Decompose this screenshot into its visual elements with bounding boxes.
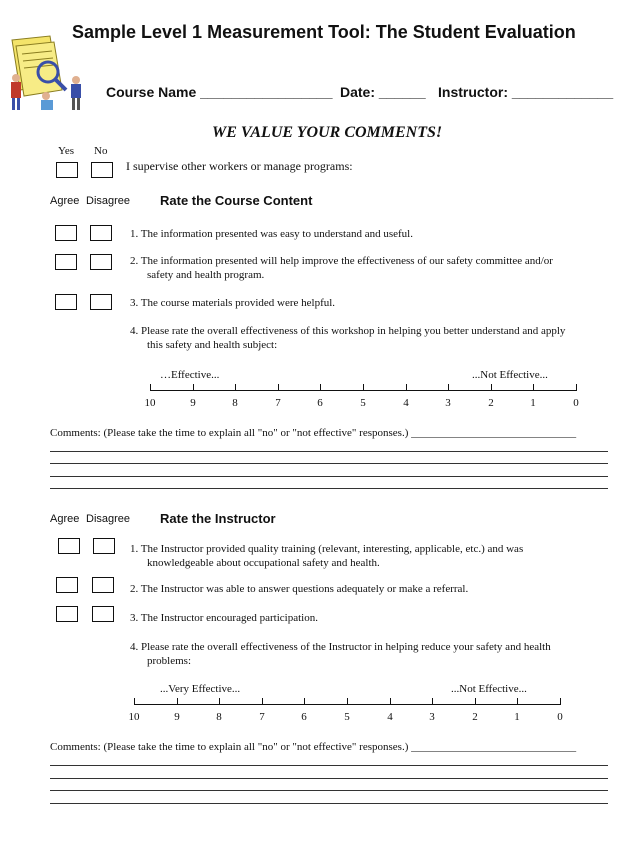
content-scale-tick[interactable] bbox=[491, 384, 492, 391]
instructor-scale-number: 6 bbox=[301, 711, 307, 723]
content-section-heading: Rate the Course Content bbox=[160, 193, 313, 208]
instructor-section-heading: Rate the Instructor bbox=[160, 511, 276, 526]
instructor-q1-agree-checkbox[interactable] bbox=[58, 538, 80, 554]
content-scale-left-label: …Effective... bbox=[160, 369, 220, 381]
content-scale-number: 0 bbox=[573, 397, 579, 409]
instructor-scale-tick[interactable] bbox=[432, 698, 433, 705]
slogan: WE VALUE YOUR COMMENTS! bbox=[212, 124, 443, 141]
content-q1-text: 1. The information presented was easy to understand and useful. bbox=[130, 228, 413, 240]
content-scale-tick[interactable] bbox=[150, 384, 151, 391]
instructor-scale-number: 1 bbox=[514, 711, 520, 723]
instructor-q3-agree-checkbox[interactable] bbox=[56, 606, 78, 622]
instructor-scale-number: 9 bbox=[174, 711, 180, 723]
content-scale-number: 9 bbox=[190, 397, 196, 409]
content-scale-number: 7 bbox=[275, 397, 281, 409]
content-scale-tick[interactable] bbox=[406, 384, 407, 391]
instructor-q2-text: 2. The Instructor was able to answer questions adequately or make a referral. bbox=[130, 583, 469, 595]
instructor-scale-number: 7 bbox=[259, 711, 265, 723]
instructor-q4-text: 4. Please rate the overall effectiveness of the Instructor in helping reduce your safety and health bbox=[130, 641, 551, 653]
course-name-field[interactable]: Course Name _________________ bbox=[106, 84, 333, 100]
content-scale-right-label: ...Not Effective... bbox=[472, 369, 548, 381]
instructor-scale-tick[interactable] bbox=[517, 698, 518, 705]
content-scale-tick[interactable] bbox=[533, 384, 534, 391]
instructor-scale-right-label: ...Not Effective... bbox=[451, 683, 527, 695]
instructor-scale-number: 5 bbox=[344, 711, 350, 723]
content-q4-text: 4. Please rate the overall effectiveness of this workshop in helping you better understand and apply bbox=[130, 325, 566, 337]
content-comment-line[interactable] bbox=[50, 451, 608, 452]
instructor-scale-number: 2 bbox=[472, 711, 478, 723]
instructor-q2-disagree-checkbox[interactable] bbox=[92, 577, 114, 593]
instructor-q1-text: 1. The Instructor provided quality training (relevant, interesting, applicable, etc.) and was bbox=[130, 543, 524, 555]
instructor-scale-tick[interactable] bbox=[560, 698, 561, 705]
content-q2-disagree-checkbox[interactable] bbox=[90, 254, 112, 270]
content-scale-number: 3 bbox=[445, 397, 451, 409]
instructor-q2-agree-checkbox[interactable] bbox=[56, 577, 78, 593]
instructor-scale-tick[interactable] bbox=[390, 698, 391, 705]
instructor-scale-tick[interactable] bbox=[177, 698, 178, 705]
instructor-scale-tick[interactable] bbox=[134, 698, 135, 705]
people-reading-clipart-icon bbox=[6, 34, 92, 116]
content-comment-line[interactable] bbox=[50, 476, 608, 477]
instructor-comment-line[interactable] bbox=[50, 778, 608, 779]
instructor-disagree-label: Disagree bbox=[86, 513, 131, 525]
content-q1-disagree-checkbox[interactable] bbox=[90, 225, 112, 241]
instructor-q1-disagree-checkbox[interactable] bbox=[93, 538, 115, 554]
content-disagree-label: Disagree bbox=[86, 195, 131, 207]
no-label: No bbox=[94, 145, 108, 157]
instructor-comment-line[interactable] bbox=[50, 790, 608, 791]
instructor-scale-tick[interactable] bbox=[262, 698, 263, 705]
content-q1-agree-checkbox[interactable] bbox=[55, 225, 77, 241]
content-comments-label: Comments: (Please take the time to explain all "no" or "not effective" responses.) ______________________________ bbox=[50, 427, 577, 439]
instructor-q3-text: 3. The Instructor encouraged participation. bbox=[130, 612, 318, 624]
instructor-comment-line[interactable] bbox=[50, 765, 608, 766]
supervise-yes-checkbox[interactable] bbox=[56, 162, 78, 178]
supervise-no-checkbox[interactable] bbox=[91, 162, 113, 178]
supervise-question: I supervise other workers or manage programs: bbox=[126, 159, 353, 173]
instructor-scale-number: 8 bbox=[216, 711, 222, 723]
content-scale-tick[interactable] bbox=[278, 384, 279, 391]
instructor-scale-number: 0 bbox=[557, 711, 563, 723]
content-q3-agree-checkbox[interactable] bbox=[55, 294, 77, 310]
form-title: Sample Level 1 Measurement Tool: The Student Evaluation bbox=[72, 22, 576, 42]
content-scale-tick[interactable] bbox=[320, 384, 321, 391]
content-scale-number: 1 bbox=[530, 397, 536, 409]
instructor-scale-tick[interactable] bbox=[219, 698, 220, 705]
instructor-comment-line[interactable] bbox=[50, 803, 608, 804]
content-scale-tick[interactable] bbox=[448, 384, 449, 391]
content-scale-number: 8 bbox=[232, 397, 238, 409]
yes-label: Yes bbox=[58, 145, 75, 157]
content-scale-tick[interactable] bbox=[193, 384, 194, 391]
content-q2-agree-checkbox[interactable] bbox=[55, 254, 77, 270]
instructor-agree-label: Agree bbox=[50, 513, 80, 525]
instructor-scale-number: 4 bbox=[387, 711, 393, 723]
content-comment-line[interactable] bbox=[50, 463, 608, 464]
content-q2-text: 2. The information presented will help improve the effectiveness of our safety committee and/or bbox=[130, 255, 553, 267]
instructor-q1-text-cont: knowledgeable about occupational safety and health. bbox=[147, 557, 380, 569]
content-scale-number: 2 bbox=[488, 397, 494, 409]
content-scale-number: 6 bbox=[317, 397, 323, 409]
instructor-field[interactable]: Instructor: _____________ bbox=[438, 84, 614, 100]
content-scale-tick[interactable] bbox=[576, 384, 577, 391]
date-field[interactable]: Date: ______ bbox=[340, 84, 426, 100]
instructor-scale-tick[interactable] bbox=[475, 698, 476, 705]
instructor-q4-text-cont: problems: bbox=[147, 655, 191, 667]
content-q3-disagree-checkbox[interactable] bbox=[90, 294, 112, 310]
instructor-comments-label: Comments: (Please take the time to explain all "no" or "not effective" responses.) ______________________________ bbox=[50, 741, 577, 753]
content-q4-text-cont: this safety and health subject: bbox=[147, 339, 278, 351]
instructor-scale-tick[interactable] bbox=[347, 698, 348, 705]
instructor-scale-left-label: ...Very Effective... bbox=[160, 683, 241, 695]
instructor-scale-tick[interactable] bbox=[304, 698, 305, 705]
content-scale-tick[interactable] bbox=[363, 384, 364, 391]
instructor-scale-number: 3 bbox=[429, 711, 435, 723]
instructor-q3-disagree-checkbox[interactable] bbox=[92, 606, 114, 622]
content-agree-label: Agree bbox=[50, 195, 80, 207]
content-scale-number: 10 bbox=[144, 397, 156, 409]
content-comment-line[interactable] bbox=[50, 488, 608, 489]
content-scale-number: 4 bbox=[403, 397, 409, 409]
content-q3-text: 3. The course materials provided were helpful. bbox=[130, 297, 336, 309]
instructor-scale-number: 10 bbox=[128, 711, 140, 723]
content-scale-tick[interactable] bbox=[235, 384, 236, 391]
content-q2-text-cont: safety and health program. bbox=[147, 269, 265, 281]
content-scale-number: 5 bbox=[360, 397, 366, 409]
